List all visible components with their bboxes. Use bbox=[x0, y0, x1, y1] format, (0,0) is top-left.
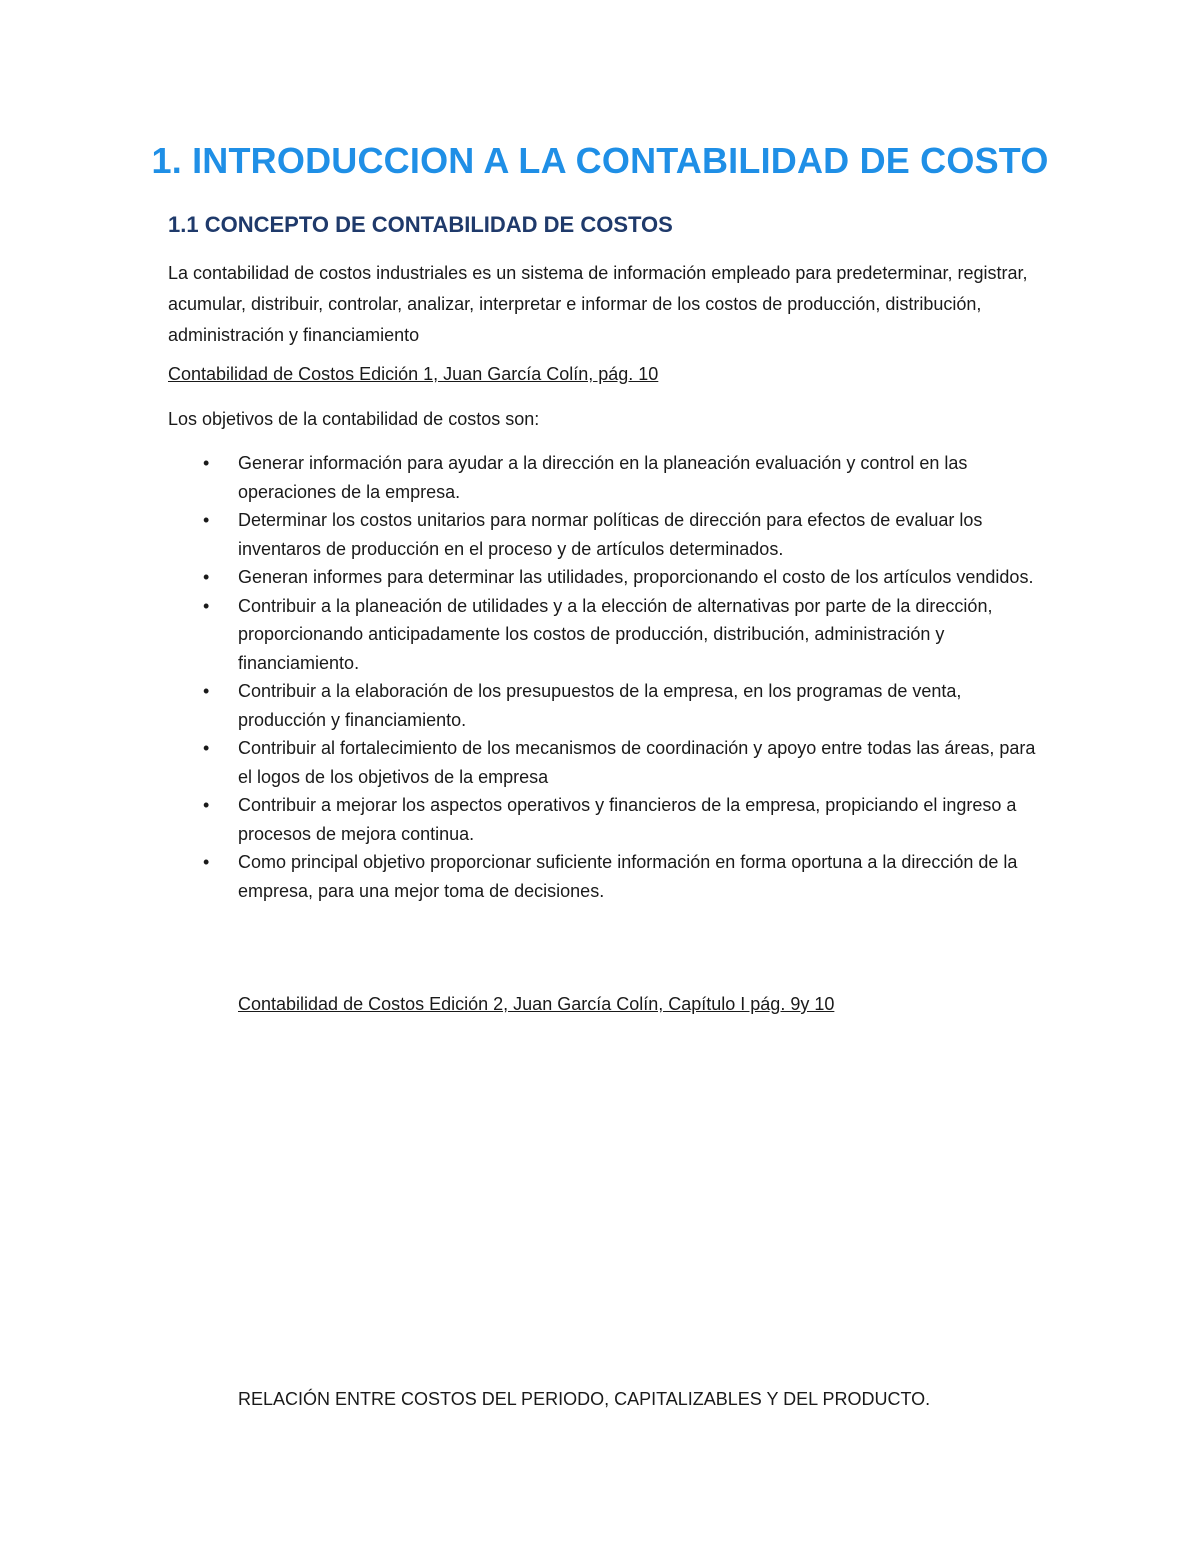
concept-paragraph: La contabilidad de costos industriales es un sistema de información empleado para predeterminar, registrar, acumular, distribuir, controlar, analizar, interpretar e informar de los costos de producción, distribución, administración y financiamiento bbox=[168, 263, 1028, 345]
bullet-icon: • bbox=[203, 681, 210, 701]
bullet-icon: • bbox=[203, 567, 210, 587]
list-item bbox=[168, 506, 1048, 563]
bullet-icon: • bbox=[203, 795, 210, 815]
reference-2: Contabilidad de Costos Edición 2, Juan García Colín, Capítulo I pág. 9y 10 bbox=[238, 994, 835, 1014]
list-item-text: Contribuir a la elaboración de los presupuestos de la empresa, en los programas de venta, producción y financiamiento. bbox=[238, 681, 962, 730]
bullet-icon: • bbox=[203, 738, 210, 758]
list-item bbox=[168, 677, 1048, 734]
objectives-list bbox=[168, 449, 1048, 905]
page-title: 1. INTRODUCCION A LA CONTABILIDAD DE COSTO bbox=[151, 140, 1049, 181]
list-item-text: Determinar los costos unitarios para normar políticas de dirección para efectos de evaluar los inventaros de producción en el proceso y de artículos determinados. bbox=[238, 510, 983, 559]
list-item-text: Contribuir a mejorar los aspectos operativos y financieros de la empresa, propiciando el ingreso a procesos de mejora continua. bbox=[238, 795, 1017, 844]
list-item-text: Como principal objetivo proporcionar suficiente información en forma oportuna a la dirección de la empresa, para una mejor toma de decisiones. bbox=[238, 852, 1018, 901]
section-subtitle: 1.1 CONCEPTO DE CONTABILIDAD DE COSTOS bbox=[168, 212, 673, 237]
list-item-text: Generan informes para determinar las utilidades, proporcionando el costo de los artículos vendidos. bbox=[238, 567, 1034, 587]
list-item-text: Generar información para ayudar a la dirección en la planeación evaluación y control en las operaciones de la empresa. bbox=[238, 453, 968, 502]
relation-heading: RELACIÓN ENTRE COSTOS DEL PERIODO, CAPITALIZABLES Y DEL PRODUCTO. bbox=[238, 1389, 931, 1409]
list-item bbox=[168, 791, 1048, 848]
bullet-icon: • bbox=[203, 595, 210, 616]
list-item bbox=[168, 592, 1048, 678]
bullet-icon: • bbox=[203, 453, 210, 473]
objectives-intro: Los objetivos de la contabilidad de costos son: bbox=[168, 409, 540, 429]
bullet-icon: • bbox=[203, 852, 210, 872]
reference-1: Contabilidad de Costos Edición 1, Juan García Colín, pág. 10 bbox=[168, 364, 659, 384]
list-item-text: Contribuir a la planeación de utilidades y a la elección de alternativas por parte de la dirección, proporcionando anticipadamente los costos de producción, distribución, administración y financiamiento. bbox=[238, 595, 993, 673]
bullet-icon: • bbox=[203, 510, 210, 530]
list-item bbox=[168, 734, 1048, 791]
list-item-text: Contribuir al fortalecimiento de los mecanismos de coordinación y apoyo entre todas las áreas, para el logos de los objetivos de la empresa bbox=[238, 738, 1036, 787]
list-item bbox=[168, 563, 1048, 592]
list-item bbox=[168, 848, 1048, 905]
list-item bbox=[168, 449, 1048, 506]
